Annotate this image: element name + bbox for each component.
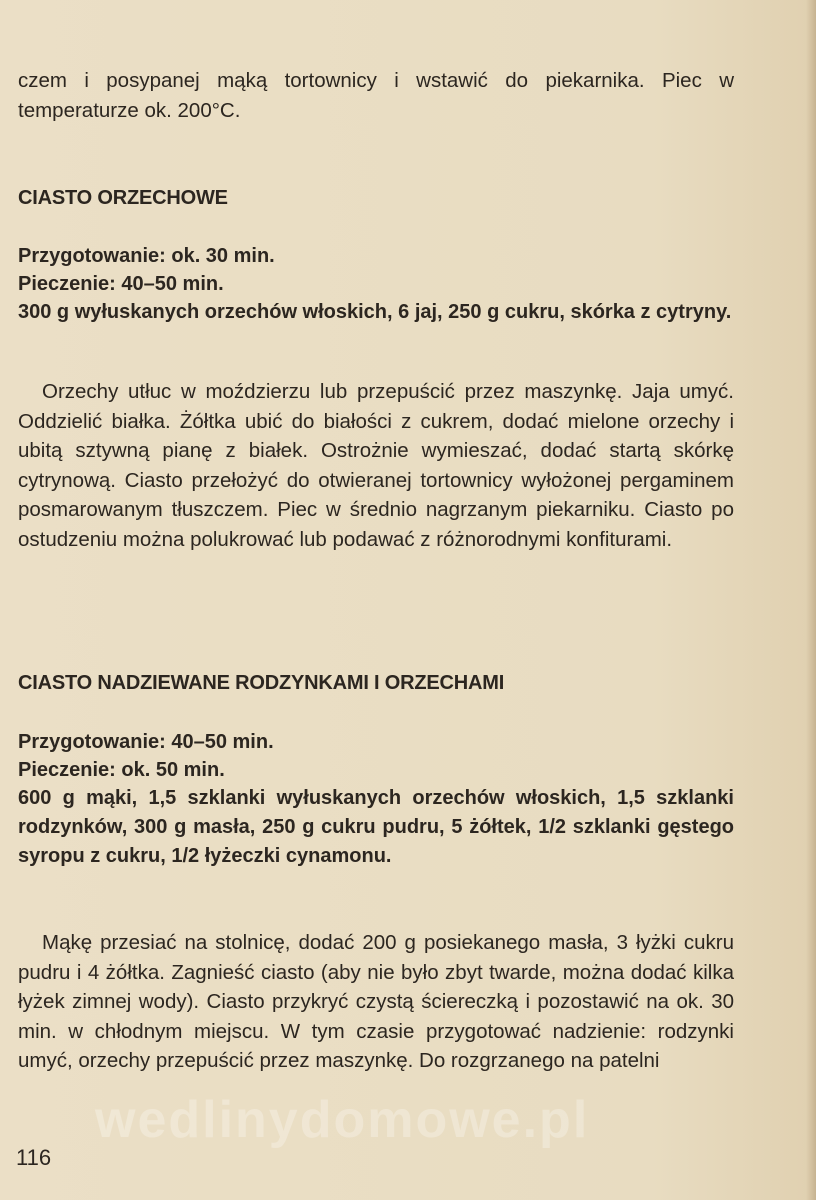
recipe-2-method: Mąkę przesiać na stolnicę, dodać 200 g posiekanego masła, 3 łyżki cukru pudru i 4 żółtka. Zagnieść ciasto (aby nie było zbyt twarde, można dodać kilka łyżek zimnej wody). Ciasto przykryć czystą ściereczką i pozostawić na ok. 30 min. w chłodnym miejscu. W tym czasie przygotować nadzienie: rodzynki umyć, orzechy przepuścić przez maszynkę. Do rozgrzanego na patelni [18, 931, 734, 1072]
recipe-2 [18, 670, 734, 696]
page-number: 116 [16, 1145, 52, 1170]
recipe-2-bake-time: Pieczenie: ok. 50 min. [18, 759, 225, 781]
recipe-2-prep-time: Przygotowanie: 40–50 min. [18, 731, 274, 753]
intro-block [18, 66, 734, 125]
recipe-1-method: Orzechy utłuc w moździerzu lub przepuścić przez maszynkę. Jaja umyć. Oddzielić białka. Żółtka ubić do białości z cukrem, dodać mielone orzechy i ubitą sztywną pianę z białek. Ostrożnie wymieszać, dodać startą skórkę cytrynową. Ciasto przełożyć do otwieranej tortownicy wyłożonej pergaminem posmarowanym tłuszczem. Piec w średnio nagrzanym piekarniku. Ciasto po ostudzeniu można polukrować lub podawać z różnorodnymi konfiturami. [18, 380, 734, 551]
recipe-2-title: CIASTO NADZIEWANE RODZYNKAMI I ORZECHAMI [18, 672, 505, 694]
recipe-1 [18, 185, 734, 211]
recipe-1-bake-time: Pieczenie: 40–50 min. [18, 273, 224, 295]
recipe-1-method-block [18, 377, 734, 554]
intro-text: czem i posypanej mąką tortownicy i wstawić do piekarnika. Piec w temperaturze ok. 200°C. [18, 69, 734, 122]
recipe-2-meta [18, 728, 734, 871]
recipe-1-meta [18, 242, 734, 327]
recipe-2-method-block [18, 928, 734, 1076]
page-edge-shadow [806, 0, 816, 1200]
recipe-1-title: CIASTO ORZECHOWE [18, 187, 228, 209]
recipe-2-ingredients: 600 g mąki, 1,5 szklanki wyłuskanych orzechów włoskich, 1,5 szklanki rodzynków, 300 g masła, 250 g cukru pudru, 5 żółtek, 1/2 szklanki gęstego syropu z cukru, 1/2 łyżeczki cynamonu. [18, 787, 734, 867]
recipe-1-ingredients: 300 g wyłuskanych orzechów włoskich, 6 jaj, 250 g cukru, skórka z cytryny. [18, 301, 732, 323]
recipe-1-prep-time: Przygotowanie: ok. 30 min. [18, 245, 275, 267]
watermark: wedlinydomowe.pl [95, 1091, 590, 1149]
